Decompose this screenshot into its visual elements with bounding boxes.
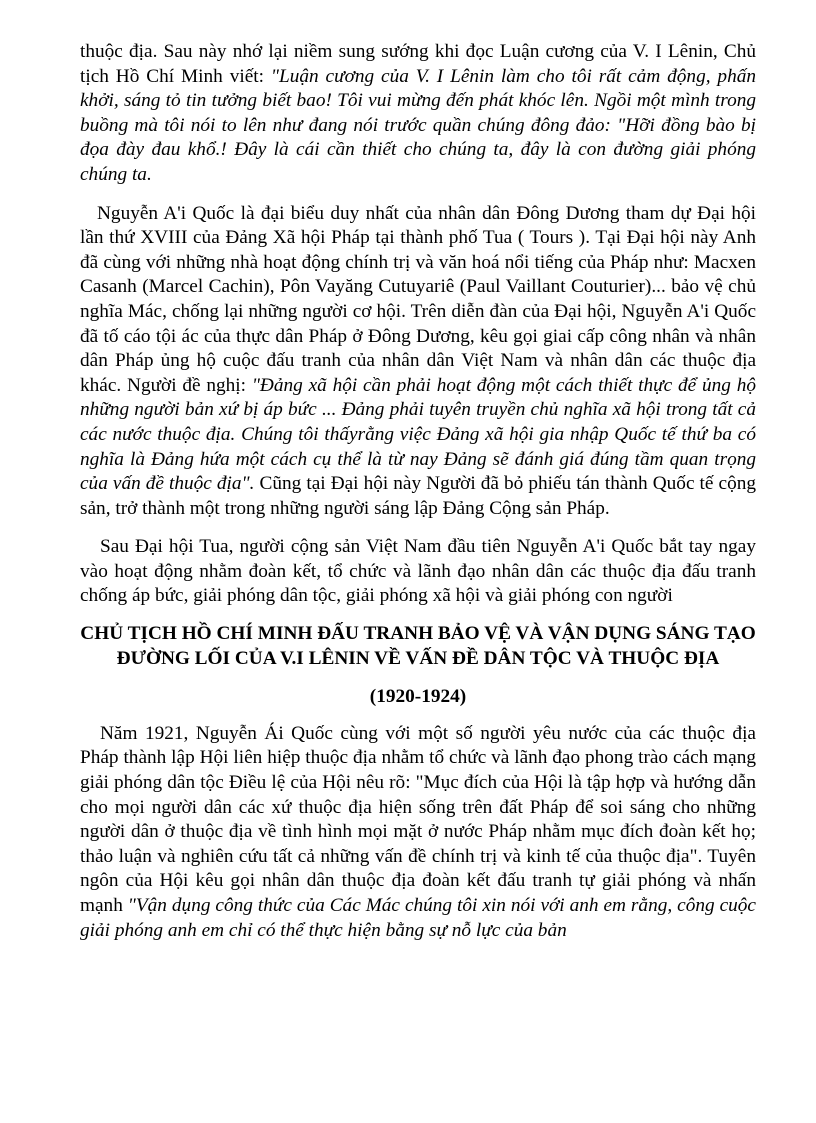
paragraph-1-text: thuộc địa. Sau này nhớ lại niềm sung sướng khi đọc Luận cương của V. I Lênin, Chủ tịch Hồ Chí Minh viết: <box>80 41 756 87</box>
paragraph-1 <box>80 40 756 188</box>
section-years: (1920-1924) <box>369 686 467 708</box>
paragraph-2-quote: "Đảng xã hội cần phải hoạt động một cách thiết thực để ủng hộ những người bản xứ bị áp bức ... Đảng phải tuyên truyền chủ nghĩa xã hội trong tất cả các nước thuộc địa. Chúng tôi thấyrằng việc Đảng xã hội gia nhập Quốc tế thứ ba có nghĩa là Đảng hứa một cách cụ thể là từ nay Đảng sẽ đánh giá đúng tầm quan trọng của vấn đề thuộc địa". <box>80 374 757 495</box>
paragraph-4 <box>80 722 756 943</box>
paragraph-2-text: Nguyễn A'i Quốc là đại biểu duy nhất của nhân dân Đông Dương tham dự Đại hội lần thứ XVIII của Đảng Xã hội Pháp tại thành phố Tua ( Tours ). Tại Đại hội này Anh đã cùng với những nhà hoạt động chính trị và văn hoá nổi tiếng của Pháp như: Macxen Casanh (Marcel Cachin), Pôn Vayăng Cutuyariê (Paul Vaillant Couturier)... bảo vệ chủ nghĩa Mác, chống lại những người cơ hội. Trên diễn đàn của Đại hội, Nguyễn A'i Quốc đã tố cáo tội ác của thực dân Pháp ở Đông Dương, kêu gọi giai cấp công nhân và nhân dân Pháp ủng hộ cuộc đấu tranh của nhân dân Việt Nam và nhân dân các thuộc địa khác. Người đề nghị: <box>80 202 756 396</box>
paragraph-2 <box>80 202 756 522</box>
section-heading: CHỦ TỊCH HỒ CHÍ MINH ĐẤU TRANH BẢO VỆ VÀ VẬN DỤNG SÁNG TẠO ĐƯỜNG LỐI CỦA V.I LÊNIN VỀ VẤN ĐỀ DÂN TỘC VÀ THUỘC ĐỊA <box>80 623 756 669</box>
document-page <box>80 40 756 943</box>
paragraph-2-text-end: Cũng tại Đại hội này Người đã bỏ phiếu tán thành Quốc tế cộng sản, trở thành một trong những người sáng lập Đảng Cộng sản Pháp. <box>80 473 756 519</box>
paragraph-3 <box>80 535 756 609</box>
paragraph-4-quote: "Vận dụng công thức của Các Mác chúng tôi xin nói với anh em rằng, công cuộc giải phóng anh em chỉ có thể thực hiện bằng sự nỗ lực của bản <box>80 895 756 941</box>
paragraph-4-text: Năm 1921, Nguyễn Ái Quốc cùng với một số người yêu nước của các thuộc địa Pháp thành lập Hội liên hiệp thuộc địa nhằm tổ chức và lãnh đạo phong trào cách mạng giải phóng dân tộc Điều lệ của Hội nêu rõ: "Mục đích của Hội là tập hợp và hướng dẫn cho mọi người dân các xứ thuộc địa hiện sống trên đất Pháp để soi sáng cho những người dân ở thuộc địa về tình hình mọi mặt ở nước Pháp nhằm mục đích đoàn kết họ; thảo luận và nghiên cứu tất cả những vấn đề chính trị và kinh tế của thuộc địa". Tuyên ngôn của Hội kêu gọi nhân dân thuộc địa đoàn kết đấu tranh tự giải phóng và nhấn mạnh <box>80 722 756 916</box>
paragraph-1-quote: "Luận cương của V. I Lênin làm cho tôi rất cảm động, phấn khởi, sáng tỏ tin tưởng biết bao! Tôi vui mừng đến phát khóc lên. Ngồi một mình trong buồng mà tôi nói to lên như đang nói trước quần chúng đông đảo: "Hỡi đồng bào bị đọa đày đau khổ.! Đây là cái cần thiết cho chúng ta, đây là con đường giải phóng chúng ta. <box>80 65 756 185</box>
paragraph-3-text: Sau Đại hội Tua, người cộng sản Việt Nam đầu tiên Nguyễn A'i Quốc bắt tay ngay vào hoạt động nhằm đoàn kết, tổ chức và lãnh đạo nhân dân các thuộc địa đấu tranh chống áp bức, giải phóng dân tộc, giải phóng xã hội và giải phóng con người <box>80 536 756 607</box>
